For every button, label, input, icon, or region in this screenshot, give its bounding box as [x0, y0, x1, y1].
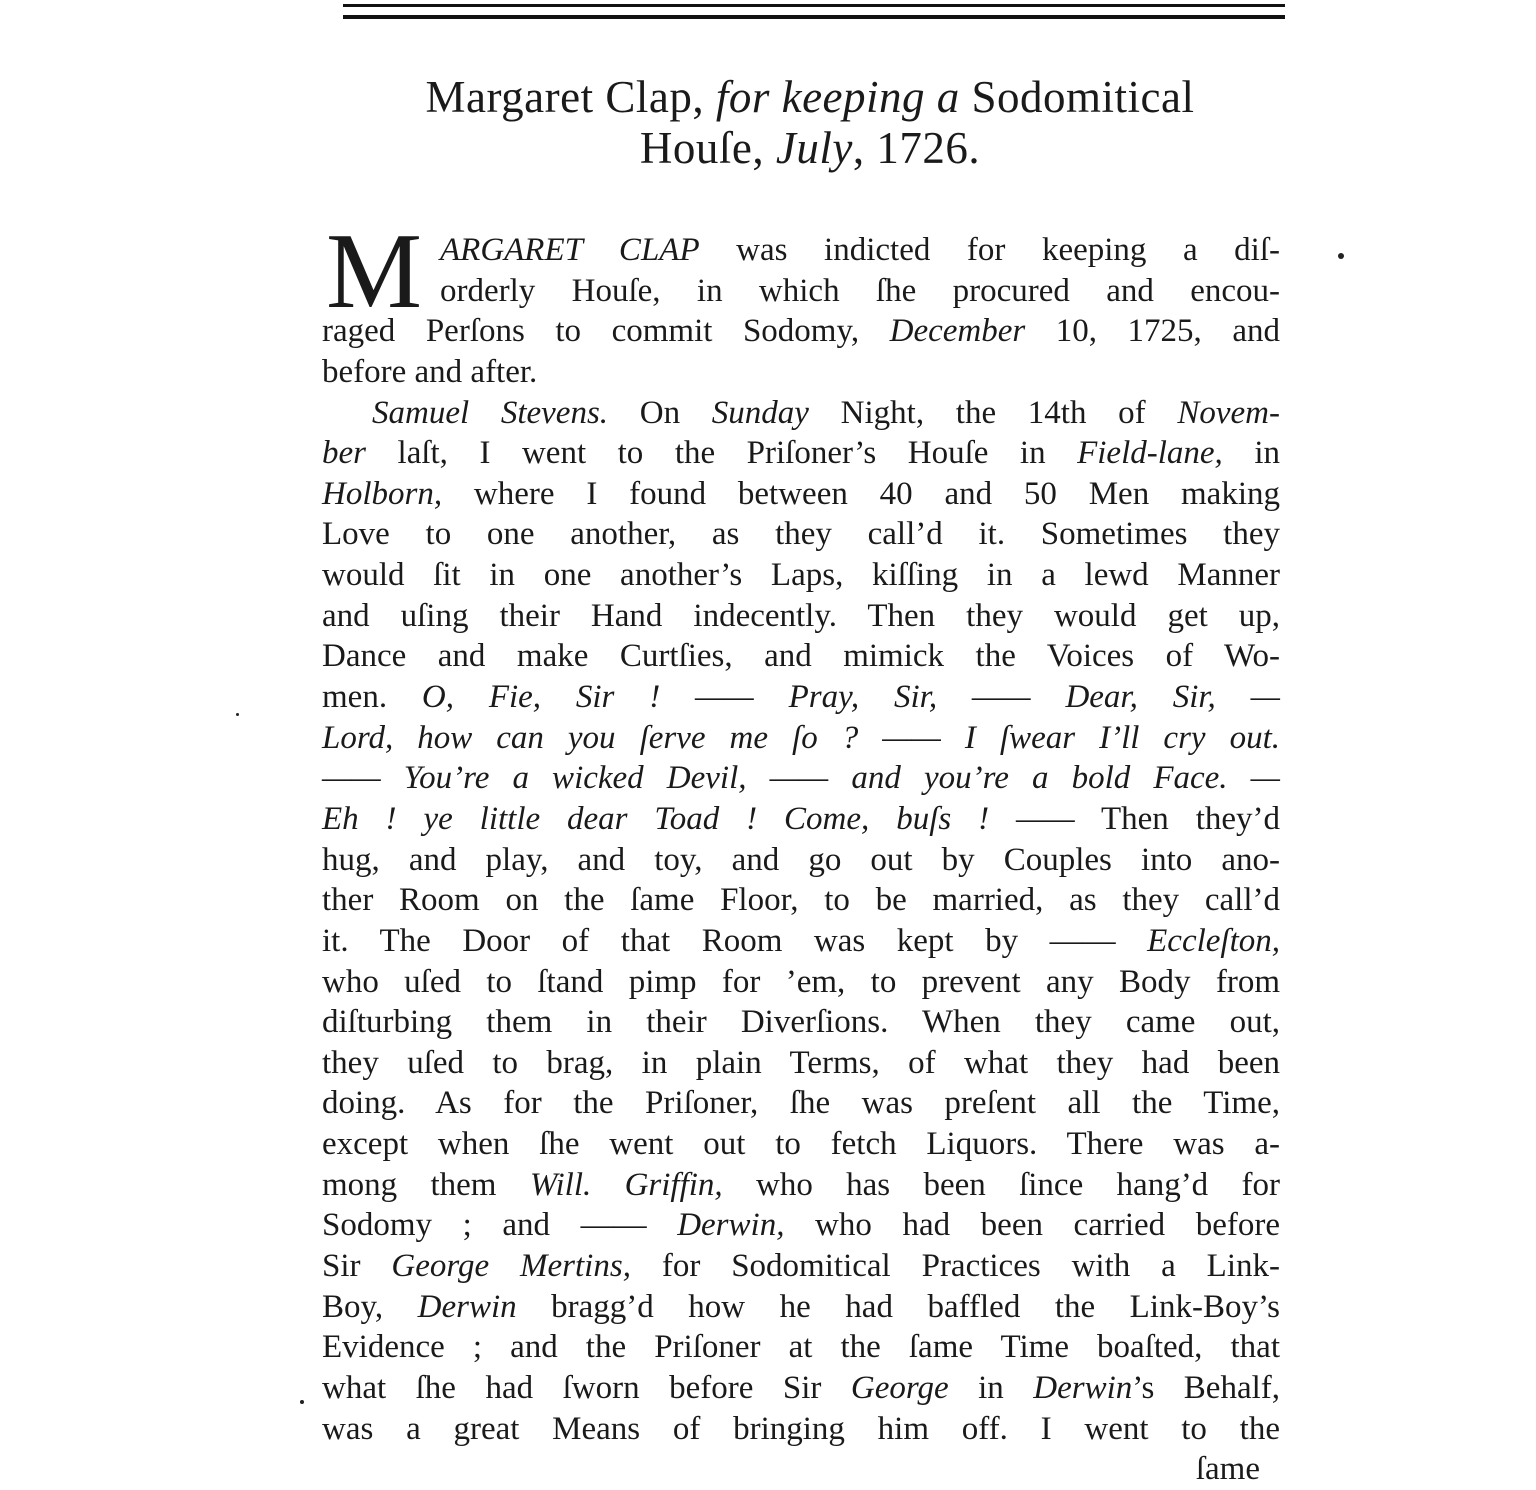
text-run: who had been carried before: [784, 1207, 1280, 1244]
text-run: except when ſhe went out to fetch Liquors. There was a-: [322, 1126, 1280, 1163]
text-line: [322, 840, 1280, 881]
text-run: diſturbing them in their Diverſions. When they came out,: [322, 1004, 1280, 1041]
article-body: [322, 212, 1281, 1490]
text-run: ſame: [1195, 1451, 1260, 1488]
print-speck: [300, 1400, 304, 1404]
italic-run: George Mertins,: [391, 1248, 631, 1285]
text-line: [322, 1409, 1280, 1450]
text-line: [322, 1124, 1280, 1165]
italic-run: Derwin,: [677, 1207, 785, 1244]
text-run: Sodomy ; and ——: [322, 1207, 678, 1244]
print-speck: [236, 713, 239, 716]
text-line: [322, 433, 1280, 474]
drop-cap: M: [326, 212, 423, 331]
text-run: in: [1222, 435, 1281, 472]
text-run: was indicted for keeping a diſ-: [699, 232, 1280, 268]
text-run: would ſit in one another’s Laps, kiſſing in a lewd Manner: [322, 557, 1280, 594]
text-run: Night, the 14th of: [808, 394, 1178, 431]
text-line: [322, 596, 1280, 637]
italic-run: Samuel Stevens.: [372, 394, 609, 431]
text-run: who has been ſince hang’d for: [722, 1166, 1280, 1203]
text-line: [322, 1002, 1280, 1043]
italic-run: Sunday: [711, 394, 809, 431]
italic-run: December: [889, 313, 1026, 350]
text-run: hug, and play, and toy, and go out by Couples into ano-: [322, 841, 1280, 878]
text-run: in: [948, 1369, 1034, 1406]
text-run: ther Room on the ſame Floor, to be married, as they call’d: [322, 882, 1280, 919]
text-line: [322, 271, 1280, 312]
text-run: 10, 1725, and: [1025, 313, 1280, 350]
text-line: [322, 555, 1280, 596]
text-line: [322, 1368, 1280, 1409]
text-line: [322, 758, 1280, 799]
top-rule-thick: [343, 15, 1285, 19]
text-line: [322, 677, 1280, 718]
text-run: for Sodomitical Practices with a Link-: [630, 1248, 1280, 1285]
text-run: and uſing their Hand indecently. Then they would get up,: [322, 597, 1280, 634]
text-run: was a great Means of bringing him off. I went to the: [322, 1410, 1280, 1447]
text-line: [322, 1083, 1280, 1124]
italic-run: Novem-: [1177, 394, 1280, 431]
text-run: On: [608, 394, 712, 431]
italic-run: Will. Griffin,: [529, 1166, 723, 1203]
text-run: bragg’d how he had baffled the Link-Boy’s: [516, 1288, 1280, 1325]
text-run: ’s Behalf,: [1132, 1369, 1280, 1406]
text-run: Boy,: [322, 1288, 418, 1325]
text-run: where I found between 40 and 50 Men making: [442, 475, 1280, 512]
title-line-1: Margaret Clap, for keeping a Sodomitical: [425, 72, 1195, 122]
italic-run: Field-lane,: [1077, 435, 1223, 472]
italic-run: ARGARET CLAP: [440, 232, 700, 268]
top-rule-thin: [343, 4, 1285, 7]
italic-run: Derwin: [1033, 1369, 1133, 1406]
text-run: Dance and make Curtſies, and mimick the Voices of Wo-: [322, 638, 1280, 675]
text-run: men.: [322, 679, 422, 716]
text-line: [322, 921, 1280, 962]
text-line: [322, 474, 1280, 515]
text-line: [322, 799, 1280, 840]
text-run: before and after.: [322, 353, 538, 390]
text-line: [322, 636, 1280, 677]
text-line: [322, 1246, 1280, 1287]
text-line: [322, 962, 1280, 1003]
text-run: orderly Houſe, in which ſhe procured and encou-: [440, 272, 1280, 309]
text-line: [322, 1043, 1280, 1084]
text-line: [322, 1327, 1280, 1368]
text-run: laſt, I went to the Priſoner’s Houſe in: [366, 435, 1078, 472]
text-run: who uſed to ſtand pimp for ’em, to prevent any Body from: [322, 963, 1280, 1000]
text-run: mong them: [322, 1166, 530, 1203]
italic-run: Holborn,: [322, 475, 443, 512]
text-run: doing. As for the Priſoner, ſhe was preſent all the Time,: [322, 1085, 1280, 1122]
text-line: [322, 880, 1280, 921]
text-line: [322, 393, 1280, 434]
title-line-2: Houſe, July, 1726.: [639, 123, 981, 173]
italic-run: Lord, how can you ſerve me ſo ? —— I ſwear I’ll cry out.: [322, 719, 1280, 756]
italic-run: Derwin: [417, 1288, 517, 1325]
text-run: they uſed to brag, in plain Terms, of what they had been: [322, 1044, 1280, 1081]
text-line: [322, 1165, 1280, 1206]
text-line: [322, 352, 1280, 393]
text-run: raged Perſons to commit Sodomy,: [322, 313, 890, 350]
italic-run: Eh ! ye little dear Toad ! Come, buſs ! ——: [322, 800, 1075, 837]
text-run: it. The Door of that Room was kept by ——: [322, 922, 1148, 959]
italic-run: O, Fie, Sir ! —— Pray, Sir, —— Dear, Sir, —: [421, 679, 1280, 716]
text-line: [322, 1287, 1280, 1328]
print-speck: [1338, 253, 1344, 259]
text-line: [322, 230, 1280, 271]
italic-run: —— You’re a wicked Devil, —— and you’re a bold Face. —: [322, 760, 1280, 797]
text-line: [322, 1449, 1280, 1490]
text-line: [322, 1205, 1280, 1246]
italic-run: George: [850, 1369, 949, 1406]
text-line: [322, 311, 1280, 352]
text-run: what ſhe had ſworn before Sir: [322, 1369, 851, 1406]
text-run: Sir: [322, 1248, 392, 1285]
page-title: [330, 72, 1290, 174]
text-run: Then they’d: [1074, 800, 1281, 837]
text-run: Evidence ; and the Priſoner at the ſame Time boaſted, that: [322, 1329, 1280, 1366]
text-line: [322, 718, 1280, 759]
text-line: [322, 514, 1280, 555]
italic-run: ber: [322, 435, 366, 472]
text-run: Love to one another, as they call’d it. Sometimes they: [322, 516, 1280, 553]
italic-run: Eccleſton,: [1147, 922, 1280, 959]
